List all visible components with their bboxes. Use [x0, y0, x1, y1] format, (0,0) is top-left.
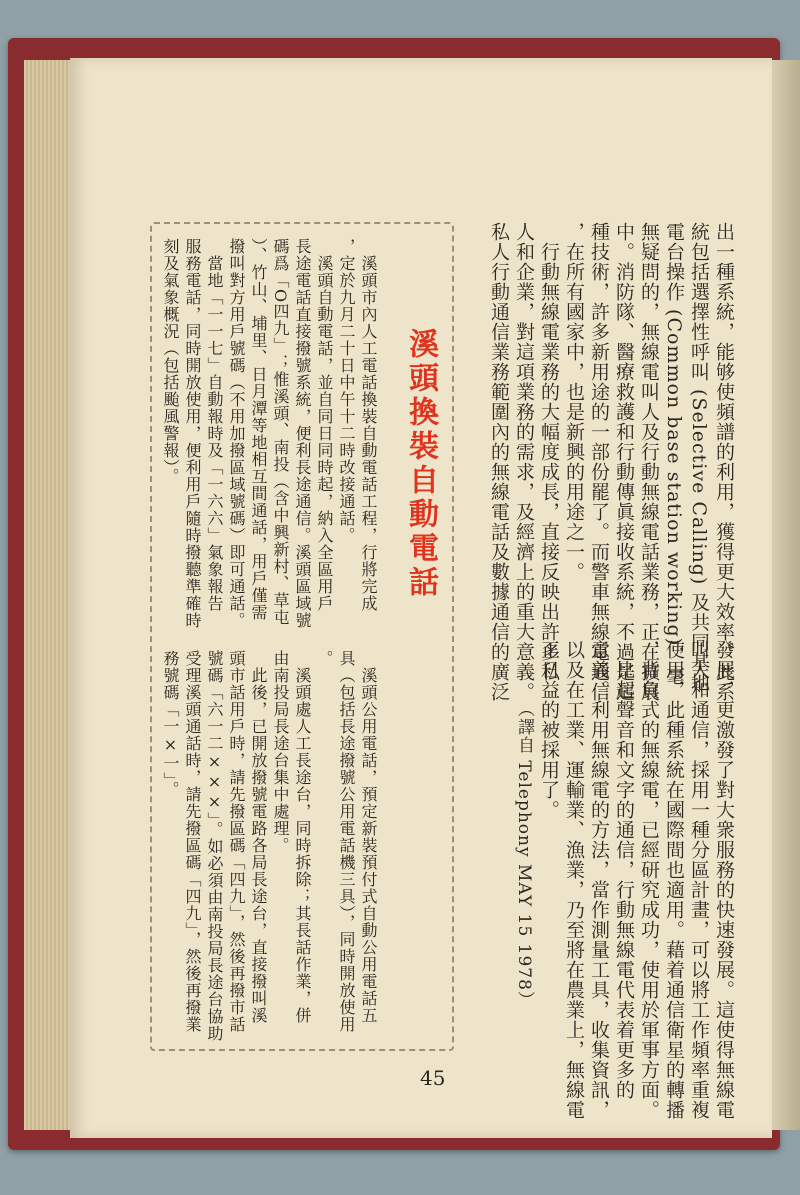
article-line: 叫人和通信，採用一種分區計畫，可以將工作頻率重複 — [688, 640, 710, 1120]
notice-line: 溪頭公用電話，預定新裝預付式自動公用電話五 — [359, 650, 378, 1024]
notice-line: 溪頭自動電話，並自同日同時起，納入全區用戶 — [315, 238, 334, 612]
notice-line: 具（包括長途撥號公用電話機三具），同時開放使用 — [337, 650, 356, 1033]
notice-line: 頭市話用戶時，請先撥區碼「四九」，然後再撥市話 — [227, 650, 246, 1033]
translation-note: （譯自 Telephony MAY 15 1978） — [514, 700, 534, 1009]
article-line: ，在所有國家中，也是新興的用途之一。 — [563, 222, 585, 582]
notice-line: 受理溪頭通話時，請先撥區碼「四九」，然後再撥業 — [183, 650, 202, 1033]
article-line: 以及在工業、運輸業、漁業，乃至將在農業上，無線電 — [563, 640, 585, 1120]
article-line: 意義。利用無線電的方法，當作測量工具，收集資訊， — [588, 640, 610, 1120]
article-line: 使用，此種系統在國際間也適用。藉着通信衛星的轉播 — [663, 640, 685, 1120]
notice-line: 當地「一一七」自動報時及「一六六」氣象報告 — [205, 238, 224, 612]
article-line: 行動無線電業務的大幅度成長，直接反映出許多私 — [538, 222, 560, 682]
notice-line: 碼爲「O四九」；惟溪頭、南投（含中興新村、草屯 — [271, 238, 290, 627]
notice-line: 長途電話直接撥號系統，便利長途通信。溪頭區域號 — [293, 238, 312, 629]
article-line: 無疑問的，無線電叫人及行動無線電話業務，正在擴展 — [638, 222, 660, 702]
page-number: 45 — [420, 1066, 446, 1090]
next-page-edge — [772, 60, 800, 1130]
notice-line: 刻及氣象概況（包括颱風警報）。 — [161, 238, 180, 485]
article-line: 私人行動通信業務範圍內的無線電話及數據通信的廣泛 — [488, 222, 510, 702]
article-line: 種技術，許多新用途的一部份罷了。而警車無線電通信 — [588, 222, 610, 702]
notice-line: 撥叫對方用戶號碼（不用加撥區域號碼）即可通話。 — [227, 238, 246, 629]
notice-line: 服務電話，同時開放使用，便利用戶隨時撥聽準確時 — [183, 238, 202, 629]
article-line: 中。消防隊、醫療救護和行動傳眞接收系統，不過是這 — [613, 222, 635, 702]
article-line: 正日益的被採用了。 — [538, 640, 560, 820]
notice-line: 務號碼「一×一」。 — [161, 650, 180, 798]
notice-line: 號碼「六一二×××」。如必須由南投局長途台協助 — [205, 650, 224, 1042]
notice-line: 溪頭市內人工電話換裝自動電話工程，行將完成 — [359, 238, 378, 612]
article-line: ，背負式的無線電，已經研究成功，使用於軍事方面。 — [638, 640, 660, 1120]
notice-line: ）、竹山、埔里、日月潭等地相互間通話，用戶僅需 — [249, 238, 268, 621]
article-line: 電台操作 (Common base station working)，毫 — [663, 222, 685, 687]
article-line: 比起聲音和文字的通信，行動無線電代表着更多的 — [613, 640, 635, 1100]
notice-line: 由南投局長途台集中處理。 — [271, 650, 290, 854]
article-line: 出一種系統，能够使頻譜的利用，獲得更大效率。此系 — [713, 222, 735, 702]
article-line: 發展，更激發了對大衆服務的快速發展。這使得無線電 — [713, 640, 735, 1120]
notice-title: 溪頭換裝自動電話 — [403, 328, 438, 600]
notice-line: 。 — [315, 650, 334, 667]
notice-line: 此後，已開放撥號電路各局長途台，直接撥叫溪 — [249, 650, 268, 1024]
notice-line: 溪頭處人工長途台，同時拆除；其長話作業，併 — [293, 650, 312, 1024]
article-line: 統包括選擇性呼叫 (Selective Calling) 及共同基地 — [688, 222, 710, 693]
article-line: 人和企業，對這項業務的需求，及經濟上的重大意義。 — [513, 222, 535, 702]
notice-line: ，定於九月二十日中午十二時改接通話。 — [337, 238, 356, 544]
